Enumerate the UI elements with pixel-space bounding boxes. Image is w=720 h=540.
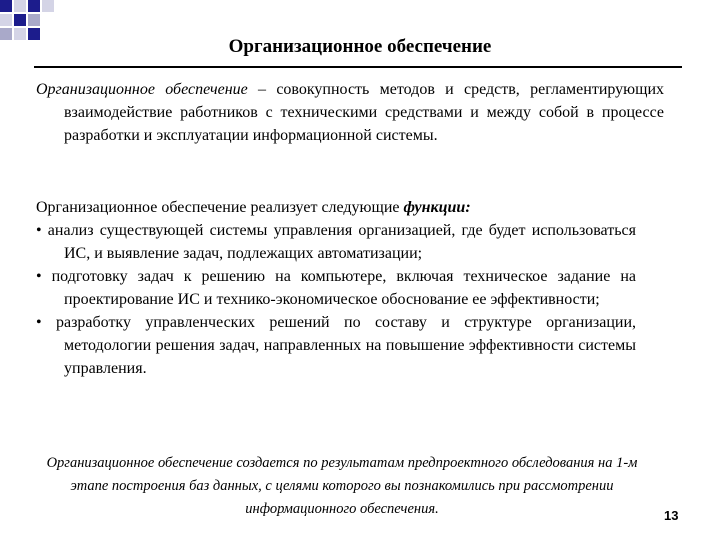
- definition-term: Организационное обеспечение: [36, 81, 248, 98]
- list-item: • анализ существующей системы управления организацией, где будет использоваться ИС, и выявление задач, подлежащих автоматизации;: [36, 222, 636, 262]
- functions-block: [36, 196, 636, 380]
- definition-paragraph: [36, 78, 664, 147]
- deco-square: [14, 14, 26, 26]
- deco-square: [0, 0, 12, 12]
- list-item: • подготовку задач к решению на компьютере, включая техническое задание на проектирование ИС и технико-экономическое обоснование ее эффективности;: [36, 268, 636, 308]
- deco-square: [42, 0, 54, 12]
- definition-text: – совокупность методов и средств, регламентирующих взаимодействие работников с техническими средствами и между собой в процессе разработки и эксплуатации информационной системы.: [64, 81, 665, 144]
- footer-note: Организационное обеспечение создается по результатам предпроектного обследования на 1-м этапе построения баз данных, с целями которого вы познакомились при рассмотрении информационного обеспечения.: [46, 455, 638, 517]
- functions-intro: [36, 196, 636, 219]
- page-number: 13: [664, 508, 679, 523]
- slide-title: Организационное обеспечение: [228, 36, 492, 57]
- deco-square: [14, 0, 26, 12]
- functions-intro-text: Организационное обеспечение реализует следующие: [36, 199, 404, 216]
- title-divider: [34, 66, 682, 68]
- deco-square: [28, 14, 40, 26]
- functions-intro-emphasis: функции:: [403, 199, 471, 216]
- deco-square: [28, 0, 40, 12]
- deco-square: [0, 14, 12, 26]
- list-item: • разработку управленческих решений по составу и структуре организации, методологии решения задач, направленных на повышение эффективности системы управления.: [36, 314, 636, 377]
